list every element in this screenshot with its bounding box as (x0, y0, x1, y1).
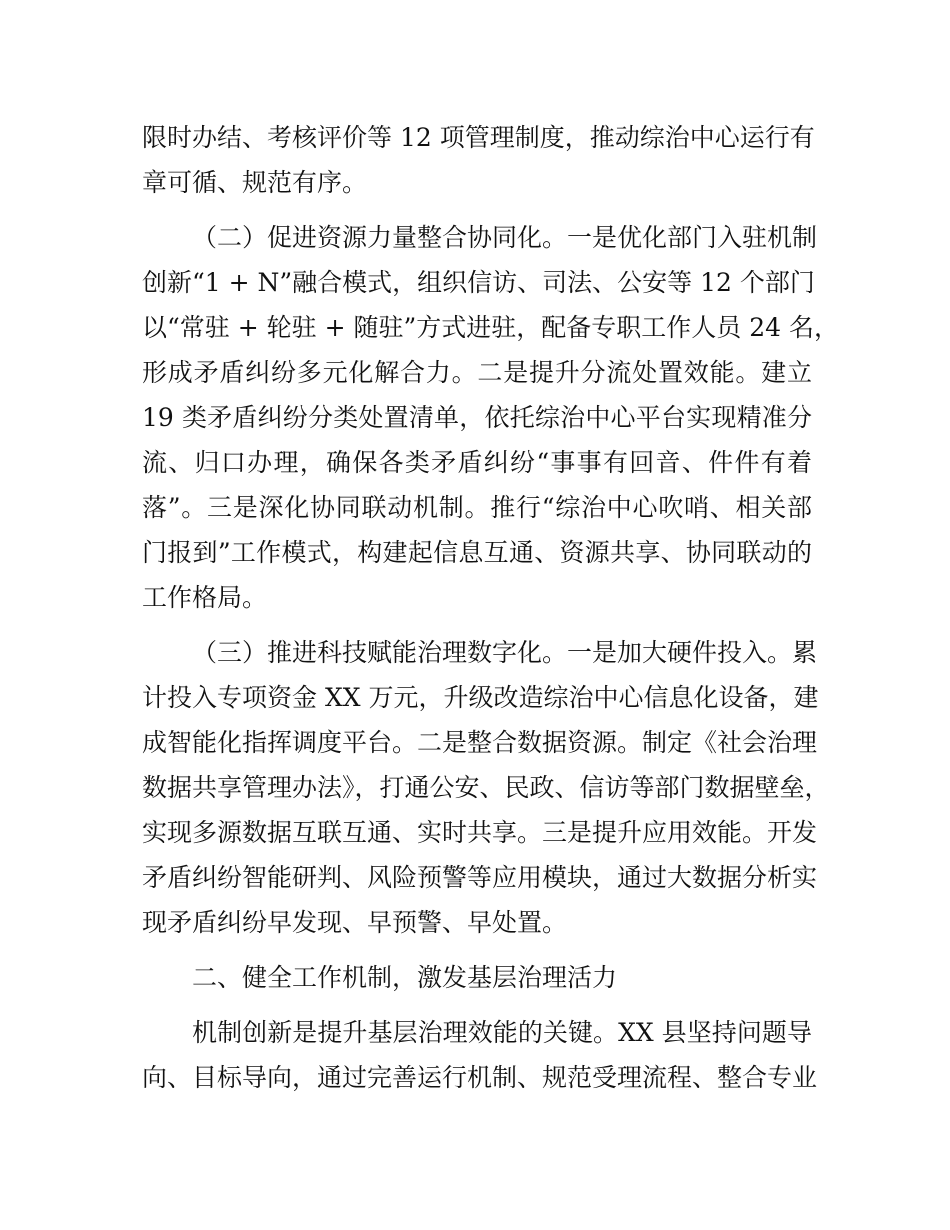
text-line-10: 门报到”工作模式，构建起信息互通、资源共享、协同联动的 (142, 538, 812, 567)
section-heading: 二、健全工作机制，激发基层治理活力 (192, 963, 618, 992)
text-line-13: 计投入专项资金 XX 万元，升级改造综治中心信息化设备，建 (142, 683, 819, 712)
text-line-6: 形成矛盾纠纷多元化解合力。二是提升分流处置效能。建立 (142, 358, 812, 387)
text-line-2: 章可循、规范有序。 (142, 168, 368, 197)
text-line-16: 实现多源数据互联互通、实时共享。三是提升应用效能。开发 (142, 818, 818, 847)
text-line-11: 工作格局。 (142, 583, 268, 612)
text-line-4: 创新“1 + N”融合模式，组织信访、司法、公安等 12 个部门 (142, 268, 815, 297)
text-line-1: 限时办结、考核评价等 12 项管理制度，推动综治中心运行有 (142, 123, 815, 152)
text-line-3: （二）促进资源力量整合协同化。一是优化部门入驻机制 (192, 223, 818, 252)
text-line-5: 以“常驻 + 轮驻 + 随驻”方式进驻，配备专职工作人员 24 名， (142, 313, 839, 342)
text-line-8: 流、归口办理，确保各类矛盾纠纷“事事有回音、件件有着 (142, 448, 812, 477)
text-line-12: （三）推进科技赋能治理数字化。一是加大硬件投入。累 (192, 638, 818, 667)
text-line-15: 数据共享管理办法》，打通公安、民政、信访等部门数据壁垒， (142, 773, 830, 802)
text-line-20: 机制创新是提升基层治理效能的关键。XX 县坚持问题导 (192, 1018, 812, 1047)
text-line-18: 现矛盾纠纷早发现、早预警、早处置。 (142, 908, 568, 937)
text-line-17: 矛盾纠纷智能研判、风险预警等应用模块，通过大数据分析实 (142, 863, 818, 892)
text-line-14: 成智能化指挥调度平台。二是整合数据资源。制定《社会治理 (142, 728, 818, 757)
text-line-9: 落”。三是深化协同联动机制。推行“综治中心吹哨、相关部 (142, 493, 812, 522)
text-line-7: 19 类矛盾纠纷分类处置清单，依托综治中心平台实现精准分 (142, 403, 812, 432)
text-line-21: 向、目标导向，通过完善运行机制、规范受理流程、整合专业 (142, 1063, 818, 1092)
